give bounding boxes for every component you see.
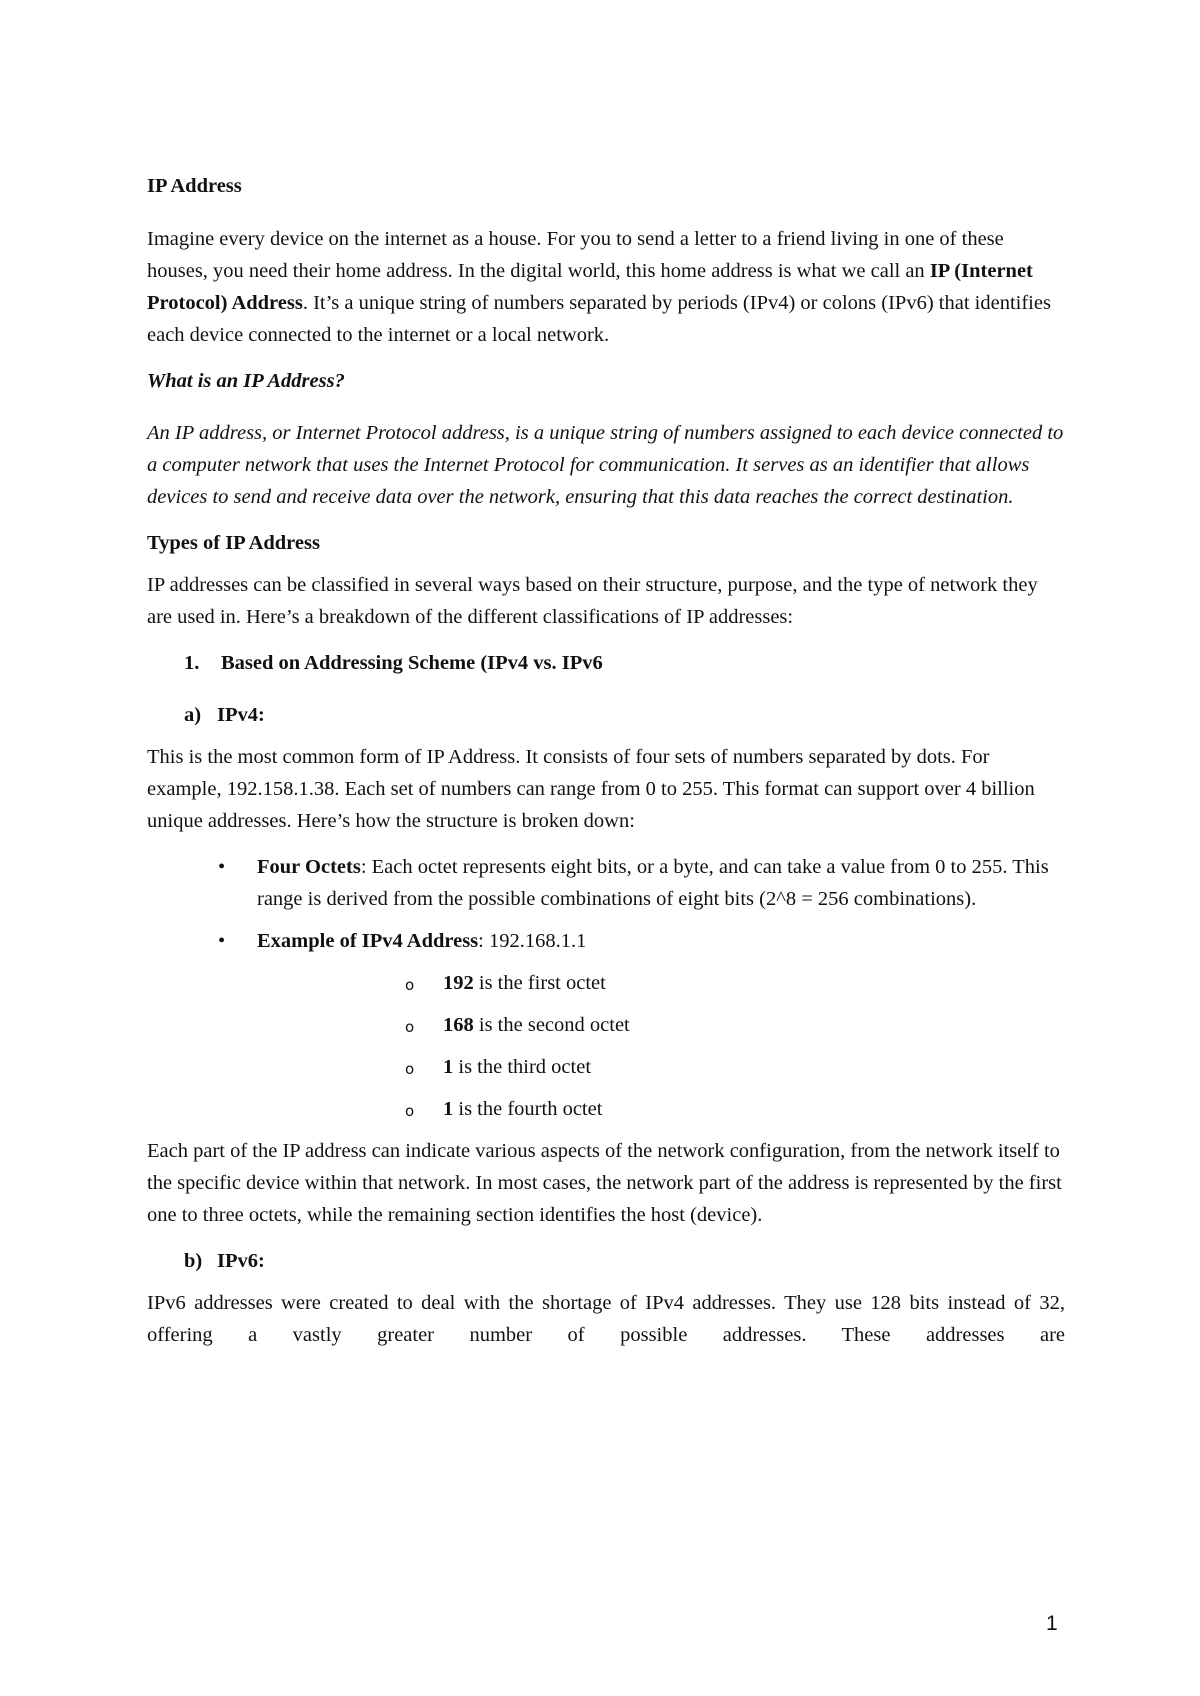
ipv4-letter: a) [184, 704, 202, 726]
ipv6-label: IPv6: [217, 1250, 265, 1272]
definition-paragraph: An IP address, or Internet Protocol address, is a unique string of numbers assigned to each device connected to a computer network that uses the Internet Protocol for communication. It serves as an identifier that allows devices to send and receive data over the network, ensuring that this data reaches the correct destination. [147, 422, 1064, 508]
bullet-icon: • [218, 856, 226, 878]
ipv6-heading [184, 1245, 1065, 1277]
list-item [147, 1009, 1065, 1041]
list-item [147, 851, 1065, 915]
section-1-label: Based on Addressing Scheme (IPv4 vs. IPv6 [221, 652, 603, 674]
ipv6-paragraph: IPv6 addresses were created to deal with the shortage of IPv4 addresses. They use 128 bits instead of 32, offering a vastly greater number of possible addresses. These addresses are [147, 1292, 1065, 1346]
ipv4-heading [184, 699, 1065, 731]
list-item [147, 1093, 1065, 1125]
octet-text: is the first octet [473, 972, 606, 994]
section-1-heading [184, 647, 1065, 679]
types-heading: Types of IP Address [147, 532, 320, 554]
circle-bullet-icon: o [405, 976, 415, 994]
octet-text: is the second octet [473, 1014, 630, 1036]
types-intro-paragraph: IP addresses can be classified in several ways based on their structure, purpose, and the type of network they are used in. Here’s a breakdown of the different classifications of IP addresses: [147, 574, 1038, 628]
intro-bold-term: IP (Internet Protocol) Address [147, 260, 1033, 314]
page-title: IP Address [147, 175, 242, 197]
ipv4-label: IPv4: [217, 704, 265, 726]
ipv4-bullet-list [147, 851, 1065, 957]
list-item [147, 925, 1065, 957]
octet-value: 1 [443, 1056, 454, 1078]
octet-value: 168 [443, 1014, 474, 1036]
page-content [147, 170, 1065, 1365]
circle-bullet-icon: o [405, 1018, 415, 1036]
bullet-bold: Example of IPv4 Address [257, 930, 479, 952]
list-item [147, 967, 1065, 999]
section-1-number: 1. [184, 652, 200, 674]
ipv4-paragraph: This is the most common form of IP Address. It consists of four sets of numbers separated by dots. For example, 192.158.1.38. Each set of numbers can range from 0 to 255. This format can support over 4 billion unique addresses. Here’s how the structure is broken down: [147, 746, 1035, 832]
circle-bullet-icon: o [405, 1102, 415, 1120]
ipv6-letter: b) [184, 1250, 203, 1272]
octet-value: 192 [443, 972, 474, 994]
bullet-bold: Four Octets [257, 856, 361, 878]
bullet-text: : Each octet represents eight bits, or a byte, and can take a value from 0 to 255. This range is derived from the possible combinations of eight bits (2^8 = 256 combinations). [257, 856, 1049, 910]
octet-list [147, 967, 1065, 1125]
ipv4-after-paragraph: Each part of the IP address can indicate various aspects of the network configuration, from the network itself to the specific device within that network. In most cases, the network part of the address is represented by the first one to three octets, while the remaining section identifies the host (device). [147, 1140, 1062, 1226]
octet-text: is the third octet [453, 1056, 592, 1078]
list-item [147, 1051, 1065, 1083]
page-number: 1 [1046, 1612, 1058, 1635]
bullet-icon: • [218, 930, 226, 952]
octet-value: 1 [443, 1098, 454, 1120]
circle-bullet-icon: o [405, 1060, 415, 1078]
intro-paragraph [147, 223, 1065, 351]
octet-text: is the fourth octet [453, 1098, 603, 1120]
bullet-text: : 192.168.1.1 [478, 930, 587, 952]
question-heading: What is an IP Address? [147, 370, 345, 392]
intro-text-1: Imagine every device on the internet as a house. For you to send a letter to a friend living in one of these houses, you need their home address. In the digital world, this home address is what we call an [147, 228, 1004, 282]
intro-text-2: . It’s a unique string of numbers separated by periods (IPv4) or colons (IPv6) that identifies each device connected to the internet or a local network. [147, 292, 1051, 346]
